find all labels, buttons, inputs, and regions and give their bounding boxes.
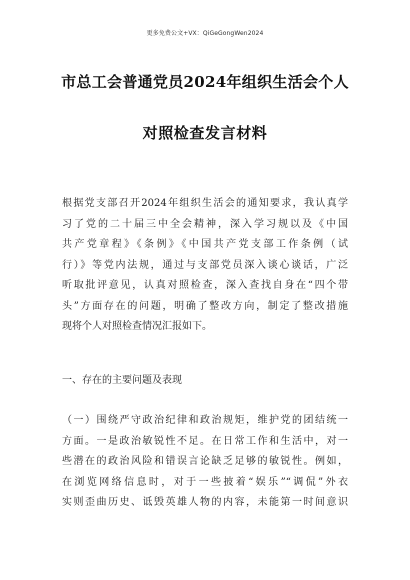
section-heading: 一、存在的主要问题及表现 bbox=[62, 375, 182, 386]
intro-paragraph bbox=[62, 194, 348, 338]
document-title-line-1: 市总工会普通党员2024年组织生活会个人 bbox=[61, 73, 349, 91]
body-paragraph bbox=[62, 411, 348, 514]
body-line: 些潜在的政治风险和错误言论缺乏足够的敏锐性。例如， bbox=[62, 456, 348, 467]
intro-line: 听取批评意见，认真对照检查，深入查找自身在“四个带 bbox=[62, 280, 348, 291]
body-line: 实则歪曲历史、诋毁英雄人物的内容，未能第一时间意识 bbox=[62, 497, 348, 508]
intro-line: 习了党的二十届三中全会精神，深入学习规以及《中国 bbox=[62, 218, 348, 230]
intro-line: 现将个人对照检查情况汇报如下。 bbox=[62, 321, 212, 332]
intro-line: 根据党支部召开2024年组织生活会的通知要求，我认真学 bbox=[62, 198, 348, 209]
document-title-line-2: 对照检查发言材料 bbox=[142, 124, 268, 142]
intro-line: 行）》等党内法规，通过与支部党员深入谈心谈话，广泛 bbox=[62, 259, 348, 271]
intro-line: 共产党章程》《条例》《中国共产党支部工作条例（试 bbox=[62, 239, 348, 250]
intro-line: 头”方面存在的问题，明确了整改方向，制定了整改措施 bbox=[62, 300, 348, 312]
body-line: 方面。一是政治敏锐性不足。在日常工作和生活中，对一 bbox=[62, 435, 348, 447]
header-note: 更多免费公文+VX：QiGeGongWen2024 bbox=[146, 30, 264, 37]
body-line: （一）围绕严守政治纪律和政治规矩，维护党的团结统一 bbox=[62, 415, 348, 426]
body-line: 在浏览网络信息时，对于一些披着“娱乐”“调侃”外衣 bbox=[62, 476, 348, 488]
